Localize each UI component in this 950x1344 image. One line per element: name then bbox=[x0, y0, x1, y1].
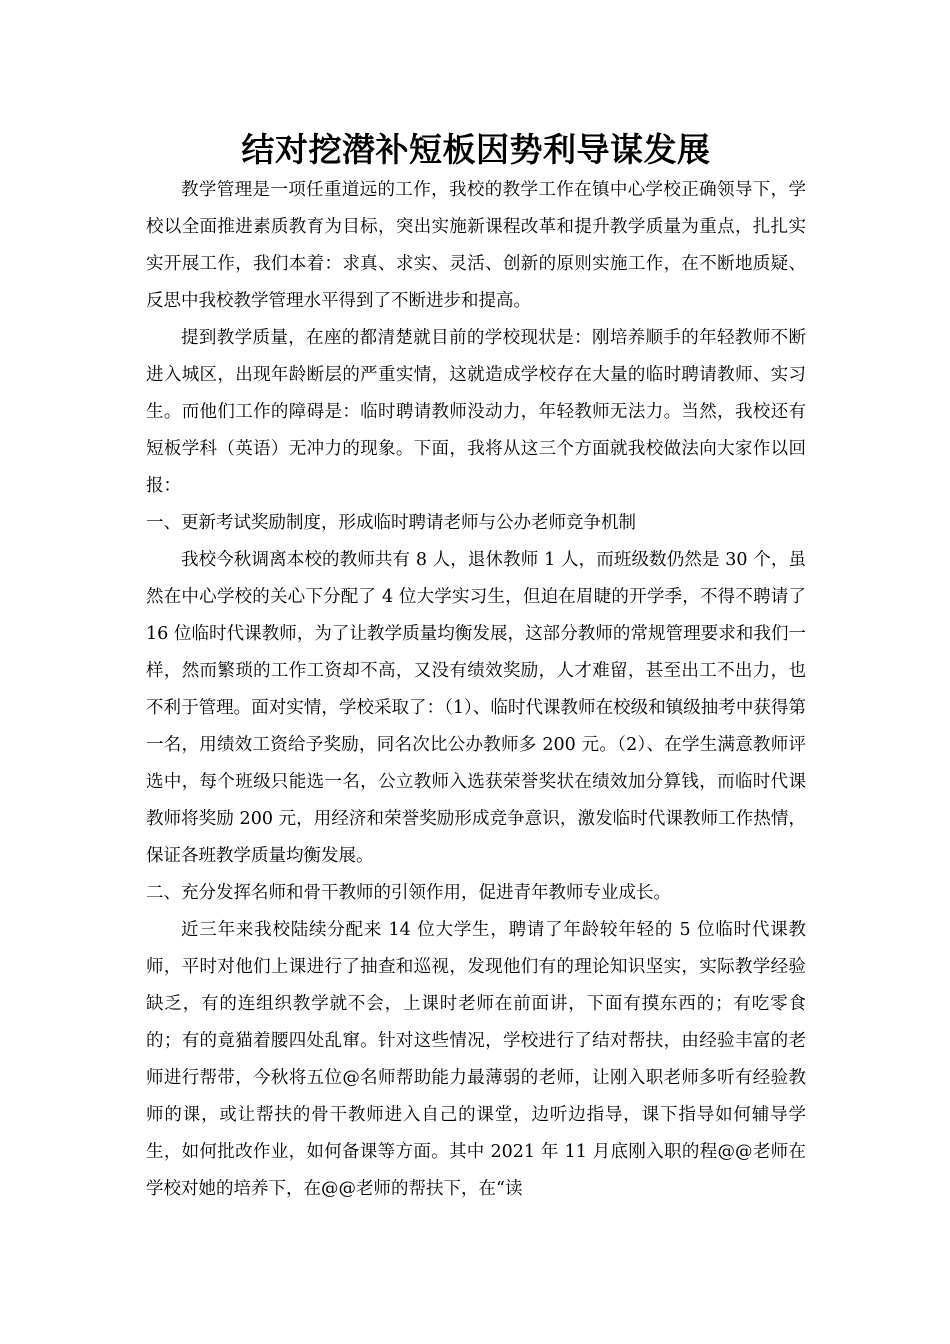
document-title: 结对挖潜补短板因势利导谋发展 bbox=[241, 130, 711, 169]
body-paragraph: 教学管理是一项任重道远的工作，我校的教学工作在镇中心学校正确领导下，学校以全面推进素质教育为目标，突出实施新课程改革和提升教学质量为重点，扎扎实实开展工作，我们本着：求真、求实、灵活、创新的原则实施工作，在不断地质疑、反思中我校教学管理水平得到了不断进步和提高。 bbox=[146, 180, 806, 311]
document-body bbox=[146, 172, 806, 1208]
section-heading: 一、更新考试奖励制度，形成临时聘请老师与公办老师竞争机制 bbox=[146, 513, 636, 533]
body-paragraph: 提到教学质量，在座的都清楚就目前的学校现状是：刚培养顺手的年轻教师不断进入城区，出现年龄断层的严重实情，这就造成学校存在大量的临时聘请教师、实习生。而他们工作的障碍是：临时聘请教师没动力，年轻教师无法力。当然，我校还有短板学科（英语）无冲力的现象。下面，我将从这三个方面就我校做法向大家作以回报： bbox=[146, 328, 806, 496]
body-paragraph: 我校今秋调离本校的教师共有 8 人，退休教师 1 人，而班级数仍然是 30 个，虽然在中心学校的关心下分配了 4 位大学实习生，但迫在眉睫的开学季，不得不聘请了 16 位临时代课教师，为了让教学质量均衡发展，这部分教师的常规管理要求和我们一样，然而繁琐的工作工资却不高，又没有绩效奖励，人才难留，甚至出工不出力，也不利于管理。面对实情，学校采取了：（1）、临时代课教师在校级和镇级抽考中获得第一名，用绩效工资给予奖励，同名次比公办教师多 200 元。（2）、在学生满意教师评选中，每个班级只能选一名，公立教师入选获荣誉奖状在绩效加分算钱，而临时代课教师将奖励 200 元，用经济和荣誉奖励形成竞争意识，激发临时代课教师工作热情，保证各班教学质量均衡发展。 bbox=[146, 550, 806, 866]
body-paragraph: 近三年来我校陆续分配来 14 位大学生，聘请了年龄较年轻的 5 位临时代课教师，平时对他们上课进行了抽查和巡视，发现他们有的理论知识坚实，实际教学经验缺乏，有的连组织教学就不会，上课时老师在前面讲，下面有摸东西的；有吃零食的；有的竟猫着腰四处乱窜。针对这些情况，学校进行了结对帮扶，由经验丰富的老师进行帮带，今秋将五位@名师帮助能力最薄弱的老师，让刚入职老师多听有经验教师的课，或让帮扶的骨干教师进入自己的课堂，边听边指导，课下指导如何辅导学生，如何批改作业，如何备课等方面。其中 2021 年 11 月底刚入职的程@@老师在学校对她的培养下，在@@老师的帮扶下，在“读 bbox=[146, 920, 806, 1199]
section-heading: 二、充分发挥名师和骨干教师的引领作用，促进青年教师专业成长。 bbox=[146, 883, 671, 903]
